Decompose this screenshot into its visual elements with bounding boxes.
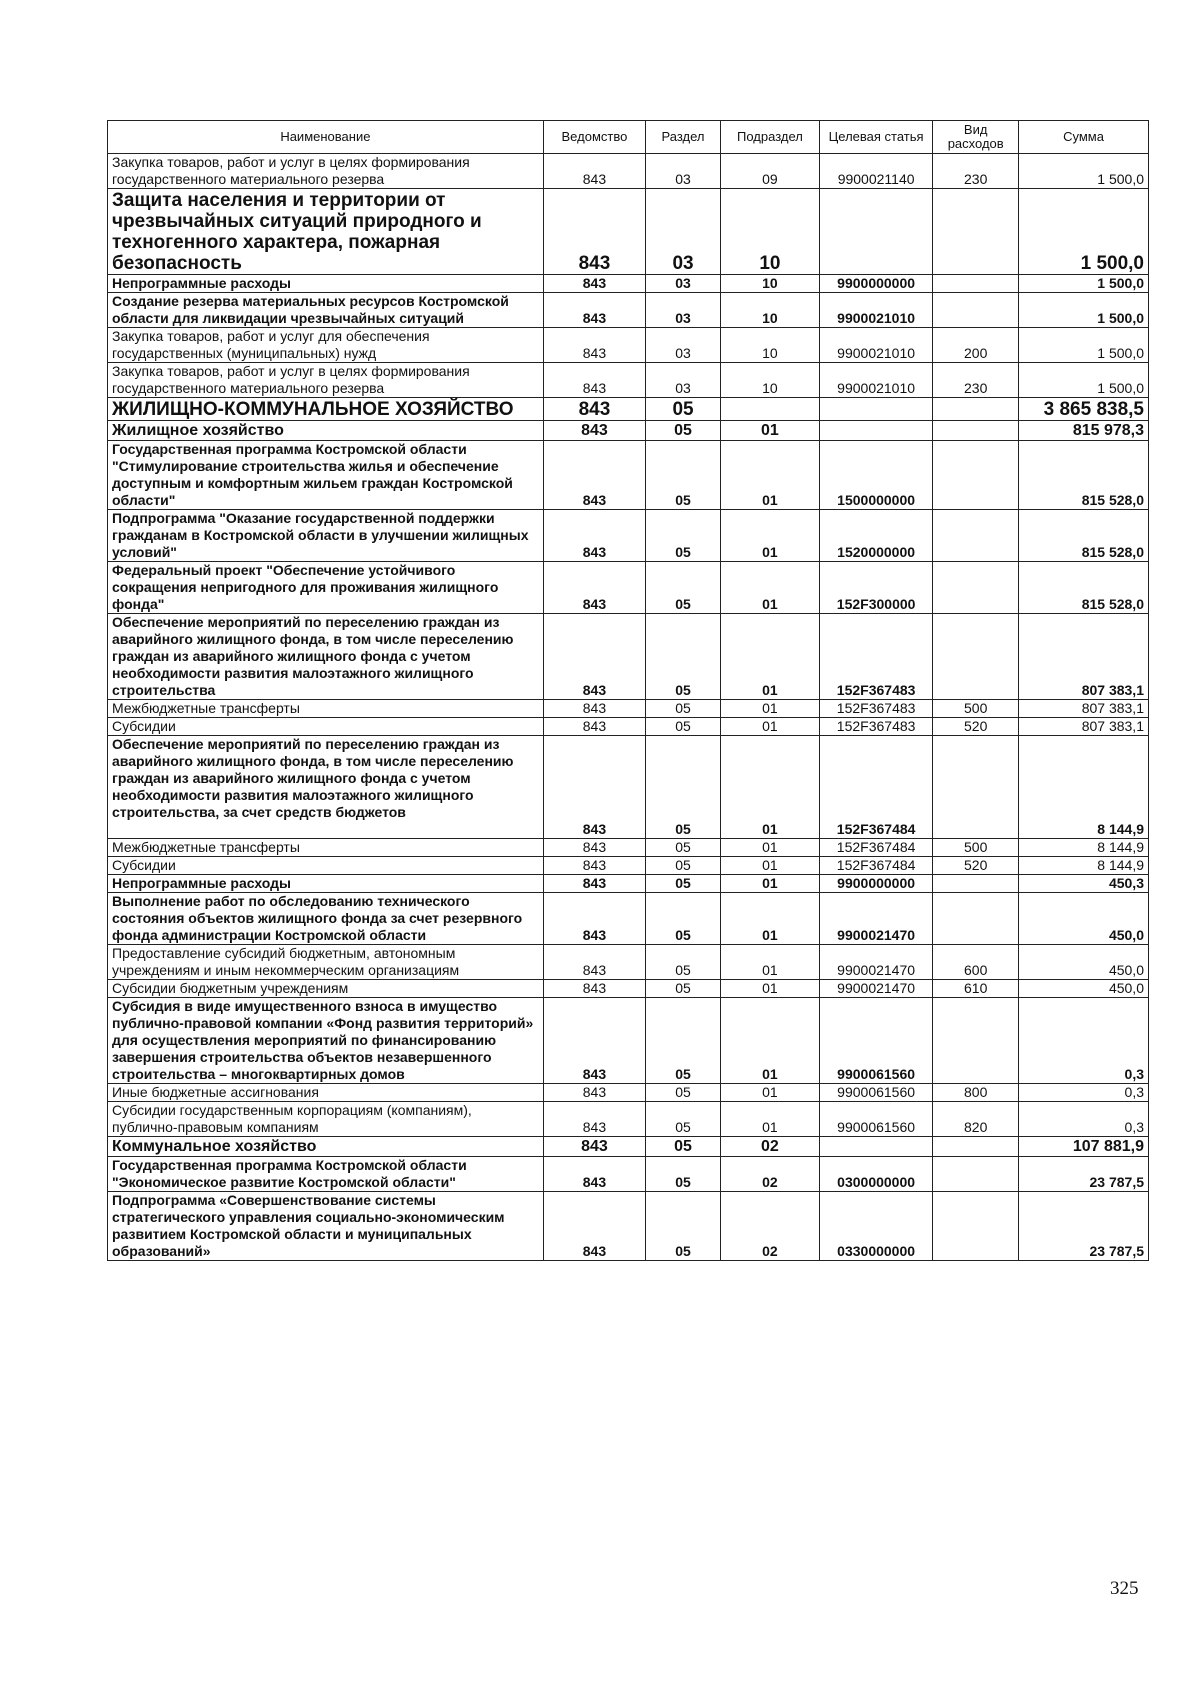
page-number: 325 xyxy=(1110,1578,1139,1599)
cell-department: 843 xyxy=(543,857,645,875)
cell-section: 05 xyxy=(646,1084,721,1102)
cell-section: 05 xyxy=(646,562,721,614)
cell-expense-type xyxy=(933,562,1019,614)
cell-name: Субсидии государственным корпорациям (компаниям), публично-правовым компаниям xyxy=(108,1102,544,1137)
table-row xyxy=(108,1157,1149,1192)
cell-target-article xyxy=(819,398,932,421)
cell-target-article: 1520000000 xyxy=(819,510,932,562)
cell-section: 03 xyxy=(646,293,721,328)
cell-target-article xyxy=(819,1137,932,1157)
cell-expense-type xyxy=(933,275,1019,293)
cell-subsection: 10 xyxy=(720,363,819,398)
cell-section: 05 xyxy=(646,700,721,718)
cell-subsection xyxy=(720,398,819,421)
cell-subsection: 01 xyxy=(720,700,819,718)
cell-department: 843 xyxy=(543,998,645,1084)
cell-target-article: 9900021470 xyxy=(819,945,932,980)
table-header-row xyxy=(108,121,1149,154)
table-row xyxy=(108,421,1149,441)
cell-expense-type: 820 xyxy=(933,1102,1019,1137)
cell-department: 843 xyxy=(543,1157,645,1192)
header-amount: Сумма xyxy=(1019,121,1149,154)
table-row xyxy=(108,441,1149,510)
cell-target-article: 152F367483 xyxy=(819,614,932,700)
cell-section: 03 xyxy=(646,154,721,189)
cell-target-article: 9900021140 xyxy=(819,154,932,189)
cell-name: Иные бюджетные ассигнования xyxy=(108,1084,544,1102)
cell-subsection: 01 xyxy=(720,980,819,998)
cell-subsection: 01 xyxy=(720,893,819,945)
cell-name: Подпрограмма «Совершенствование системы стратегического управления социально-экономическим развитием Костромской области и муниципальных образований» xyxy=(108,1192,544,1261)
table-row xyxy=(108,614,1149,700)
cell-target-article: 0300000000 xyxy=(819,1157,932,1192)
cell-subsection: 10 xyxy=(720,189,819,275)
cell-target-article: 9900021470 xyxy=(819,893,932,945)
cell-expense-type: 600 xyxy=(933,945,1019,980)
cell-amount: 450,3 xyxy=(1019,875,1149,893)
cell-expense-type: 500 xyxy=(933,700,1019,718)
cell-amount: 1 500,0 xyxy=(1019,363,1149,398)
cell-expense-type xyxy=(933,614,1019,700)
cell-subsection: 10 xyxy=(720,328,819,363)
cell-subsection: 01 xyxy=(720,875,819,893)
table-row xyxy=(108,839,1149,857)
table-row xyxy=(108,875,1149,893)
cell-department: 843 xyxy=(543,736,645,839)
cell-target-article: 152F367484 xyxy=(819,839,932,857)
cell-section: 05 xyxy=(646,510,721,562)
cell-section: 05 xyxy=(646,839,721,857)
cell-section: 05 xyxy=(646,736,721,839)
cell-expense-type xyxy=(933,998,1019,1084)
cell-expense-type xyxy=(933,189,1019,275)
cell-department: 843 xyxy=(543,1137,645,1157)
cell-target-article: 9900021010 xyxy=(819,328,932,363)
table-row xyxy=(108,189,1149,275)
table-row xyxy=(108,857,1149,875)
cell-department: 843 xyxy=(543,945,645,980)
cell-section: 05 xyxy=(646,614,721,700)
cell-amount: 1 500,0 xyxy=(1019,275,1149,293)
cell-amount: 8 144,9 xyxy=(1019,736,1149,839)
table-row xyxy=(108,980,1149,998)
cell-expense-type xyxy=(933,736,1019,839)
cell-name: Закупка товаров, работ и услуг для обеспечения государственных (муниципальных) нужд xyxy=(108,328,544,363)
cell-target-article: 1500000000 xyxy=(819,441,932,510)
cell-section: 05 xyxy=(646,421,721,441)
cell-subsection: 01 xyxy=(720,1102,819,1137)
cell-name: Непрограммные расходы xyxy=(108,875,544,893)
cell-section: 05 xyxy=(646,398,721,421)
cell-subsection: 01 xyxy=(720,510,819,562)
cell-target-article: 152F300000 xyxy=(819,562,932,614)
table-row xyxy=(108,293,1149,328)
header-name: Наименование xyxy=(108,121,544,154)
cell-name: Создание резерва материальных ресурсов Костромской области для ликвидации чрезвычайных ситуаций xyxy=(108,293,544,328)
cell-department: 843 xyxy=(543,614,645,700)
cell-subsection: 01 xyxy=(720,441,819,510)
header-department: Ведомство xyxy=(543,121,645,154)
cell-name: Субсидия в виде имущественного взноса в имущество публично-правовой компании «Фонд развития территорий» для осуществления мероприятий по финансированию завершения строительства объектов незавершенного строительства – многоквартирных домов xyxy=(108,998,544,1084)
cell-expense-type xyxy=(933,1157,1019,1192)
cell-department: 843 xyxy=(543,562,645,614)
table-row xyxy=(108,562,1149,614)
header-expense-type: Вид расходов xyxy=(933,121,1019,154)
table-row xyxy=(108,363,1149,398)
cell-subsection: 01 xyxy=(720,614,819,700)
cell-target-article: 9900061560 xyxy=(819,1084,932,1102)
cell-target-article: 9900021010 xyxy=(819,363,932,398)
cell-subsection: 01 xyxy=(720,945,819,980)
cell-subsection: 01 xyxy=(720,1084,819,1102)
cell-subsection: 01 xyxy=(720,736,819,839)
cell-subsection: 01 xyxy=(720,998,819,1084)
cell-subsection: 01 xyxy=(720,718,819,736)
cell-department: 843 xyxy=(543,839,645,857)
cell-subsection: 01 xyxy=(720,857,819,875)
cell-expense-type: 520 xyxy=(933,857,1019,875)
cell-section: 03 xyxy=(646,189,721,275)
table-row xyxy=(108,510,1149,562)
cell-department: 843 xyxy=(543,980,645,998)
cell-department: 843 xyxy=(543,189,645,275)
cell-expense-type: 520 xyxy=(933,718,1019,736)
cell-expense-type: 500 xyxy=(933,839,1019,857)
cell-department: 843 xyxy=(543,700,645,718)
cell-expense-type: 800 xyxy=(933,1084,1019,1102)
table-row xyxy=(108,945,1149,980)
cell-section: 05 xyxy=(646,441,721,510)
cell-expense-type xyxy=(933,1137,1019,1157)
cell-department: 843 xyxy=(543,510,645,562)
cell-target-article: 152F367483 xyxy=(819,700,932,718)
header-target-article: Целевая статья xyxy=(819,121,932,154)
cell-department: 843 xyxy=(543,363,645,398)
cell-subsection: 02 xyxy=(720,1192,819,1261)
cell-amount: 807 383,1 xyxy=(1019,718,1149,736)
cell-department: 843 xyxy=(543,875,645,893)
cell-name: Межбюджетные трансферты xyxy=(108,839,544,857)
cell-section: 05 xyxy=(646,718,721,736)
cell-amount: 815 528,0 xyxy=(1019,441,1149,510)
cell-amount: 815 528,0 xyxy=(1019,510,1149,562)
cell-target-article: 9900021010 xyxy=(819,293,932,328)
cell-amount: 1 500,0 xyxy=(1019,154,1149,189)
cell-subsection: 02 xyxy=(720,1157,819,1192)
cell-section: 05 xyxy=(646,980,721,998)
table-row xyxy=(108,718,1149,736)
table-row xyxy=(108,154,1149,189)
header-subsection: Подраздел xyxy=(720,121,819,154)
cell-department: 843 xyxy=(543,398,645,421)
cell-target-article: 9900061560 xyxy=(819,998,932,1084)
cell-section: 05 xyxy=(646,998,721,1084)
cell-target-article: 152F367483 xyxy=(819,718,932,736)
cell-amount: 0,3 xyxy=(1019,998,1149,1084)
cell-expense-type: 200 xyxy=(933,328,1019,363)
cell-subsection: 10 xyxy=(720,275,819,293)
cell-department: 843 xyxy=(543,893,645,945)
cell-subsection: 01 xyxy=(720,562,819,614)
cell-subsection: 01 xyxy=(720,839,819,857)
cell-target-article: 152F367484 xyxy=(819,736,932,839)
cell-amount: 1 500,0 xyxy=(1019,293,1149,328)
cell-section: 05 xyxy=(646,1137,721,1157)
cell-subsection: 09 xyxy=(720,154,819,189)
cell-target-article: 9900021470 xyxy=(819,980,932,998)
cell-amount: 0,3 xyxy=(1019,1084,1149,1102)
cell-target-article: 9900000000 xyxy=(819,275,932,293)
cell-target-article: 0330000000 xyxy=(819,1192,932,1261)
cell-department: 843 xyxy=(543,421,645,441)
cell-subsection: 02 xyxy=(720,1137,819,1157)
cell-department: 843 xyxy=(543,275,645,293)
cell-department: 843 xyxy=(543,328,645,363)
cell-section: 05 xyxy=(646,945,721,980)
cell-name: Федеральный проект "Обеспечение устойчивого сокращения непригодного для проживания жилищного фонда" xyxy=(108,562,544,614)
table-row xyxy=(108,275,1149,293)
cell-name: Государственная программа Костромской области "Экономическое развитие Костромской области" xyxy=(108,1157,544,1192)
cell-amount: 807 383,1 xyxy=(1019,700,1149,718)
cell-expense-type: 230 xyxy=(933,154,1019,189)
cell-amount: 8 144,9 xyxy=(1019,857,1149,875)
cell-department: 843 xyxy=(543,1192,645,1261)
cell-expense-type xyxy=(933,441,1019,510)
cell-name: Закупка товаров, работ и услуг в целях формирования государственного материального резерва xyxy=(108,363,544,398)
cell-amount: 450,0 xyxy=(1019,945,1149,980)
cell-name: Предоставление субсидий бюджетным, автономным учреждениям и иным некоммерческим организациям xyxy=(108,945,544,980)
cell-department: 843 xyxy=(543,718,645,736)
cell-name: Защита населения и территории от чрезвычайных ситуаций природного и техногенного характера, пожарная безопасность xyxy=(108,189,544,275)
cell-department: 843 xyxy=(543,293,645,328)
cell-department: 843 xyxy=(543,1102,645,1137)
cell-name: Субсидии xyxy=(108,718,544,736)
cell-section: 05 xyxy=(646,1192,721,1261)
cell-name: Непрограммные расходы xyxy=(108,275,544,293)
table-row xyxy=(108,998,1149,1084)
cell-subsection: 10 xyxy=(720,293,819,328)
cell-name: ЖИЛИЩНО-КОММУНАЛЬНОЕ ХОЗЯЙСТВО xyxy=(108,398,544,421)
cell-expense-type xyxy=(933,510,1019,562)
cell-section: 05 xyxy=(646,1102,721,1137)
cell-name: Субсидии бюджетным учреждениям xyxy=(108,980,544,998)
budget-table xyxy=(107,120,1149,1261)
table-row xyxy=(108,1192,1149,1261)
cell-expense-type xyxy=(933,893,1019,945)
cell-name: Закупка товаров, работ и услуг в целях формирования государственного материального резерва xyxy=(108,154,544,189)
cell-amount: 807 383,1 xyxy=(1019,614,1149,700)
cell-target-article: 9900061560 xyxy=(819,1102,932,1137)
cell-amount: 23 787,5 xyxy=(1019,1192,1149,1261)
cell-expense-type xyxy=(933,293,1019,328)
cell-name: Межбюджетные трансферты xyxy=(108,700,544,718)
cell-expense-type xyxy=(933,875,1019,893)
cell-amount: 8 144,9 xyxy=(1019,839,1149,857)
table-row xyxy=(108,700,1149,718)
cell-expense-type xyxy=(933,1192,1019,1261)
cell-name: Коммунальное хозяйство xyxy=(108,1137,544,1157)
cell-name: Обеспечение мероприятий по переселению граждан из аварийного жилищного фонда, в том числе переселению граждан из аварийного жилищного фонда с учетом необходимости развития малоэтажного жилищного строительства, за счет средств бюджетов xyxy=(108,736,544,839)
cell-section: 05 xyxy=(646,875,721,893)
cell-target-article xyxy=(819,189,932,275)
cell-section: 05 xyxy=(646,893,721,945)
cell-amount: 23 787,5 xyxy=(1019,1157,1149,1192)
cell-name: Государственная программа Костромской области "Стимулирование строительства жилья и обеспечение доступным и комфортным жильем граждан Костромской области" xyxy=(108,441,544,510)
cell-amount: 450,0 xyxy=(1019,980,1149,998)
cell-target-article xyxy=(819,421,932,441)
cell-name: Жилищное хозяйство xyxy=(108,421,544,441)
table-row xyxy=(108,736,1149,839)
cell-department: 843 xyxy=(543,154,645,189)
table-row xyxy=(108,893,1149,945)
cell-amount: 107 881,9 xyxy=(1019,1137,1149,1157)
cell-amount: 450,0 xyxy=(1019,893,1149,945)
cell-amount: 3 865 838,5 xyxy=(1019,398,1149,421)
table-row xyxy=(108,1084,1149,1102)
cell-department: 843 xyxy=(543,1084,645,1102)
cell-section: 05 xyxy=(646,857,721,875)
cell-name: Выполнение работ по обследованию технического состояния объектов жилищного фонда за счет резервного фонда администрации Костромской области xyxy=(108,893,544,945)
cell-section: 03 xyxy=(646,275,721,293)
table-row xyxy=(108,328,1149,363)
cell-section: 03 xyxy=(646,328,721,363)
cell-section: 05 xyxy=(646,1157,721,1192)
cell-amount: 1 500,0 xyxy=(1019,328,1149,363)
cell-expense-type xyxy=(933,398,1019,421)
table-row xyxy=(108,1137,1149,1157)
cell-target-article: 152F367484 xyxy=(819,857,932,875)
cell-section: 03 xyxy=(646,363,721,398)
cell-amount: 815 978,3 xyxy=(1019,421,1149,441)
cell-name: Обеспечение мероприятий по переселению граждан из аварийного жилищного фонда, в том числе переселению граждан из аварийного жилищного фонда с учетом необходимости развития малоэтажного жилищного строительства xyxy=(108,614,544,700)
cell-expense-type: 230 xyxy=(933,363,1019,398)
table-row xyxy=(108,1102,1149,1137)
cell-department: 843 xyxy=(543,441,645,510)
cell-expense-type xyxy=(933,421,1019,441)
cell-amount: 1 500,0 xyxy=(1019,189,1149,275)
cell-amount: 815 528,0 xyxy=(1019,562,1149,614)
cell-target-article: 9900000000 xyxy=(819,875,932,893)
header-section: Раздел xyxy=(646,121,721,154)
cell-subsection: 01 xyxy=(720,421,819,441)
cell-name: Субсидии xyxy=(108,857,544,875)
cell-name: Подпрограмма "Оказание государственной поддержки гражданам в Костромской области в улучшении жилищных условий" xyxy=(108,510,544,562)
cell-amount: 0,3 xyxy=(1019,1102,1149,1137)
table-row xyxy=(108,398,1149,421)
cell-expense-type: 610 xyxy=(933,980,1019,998)
